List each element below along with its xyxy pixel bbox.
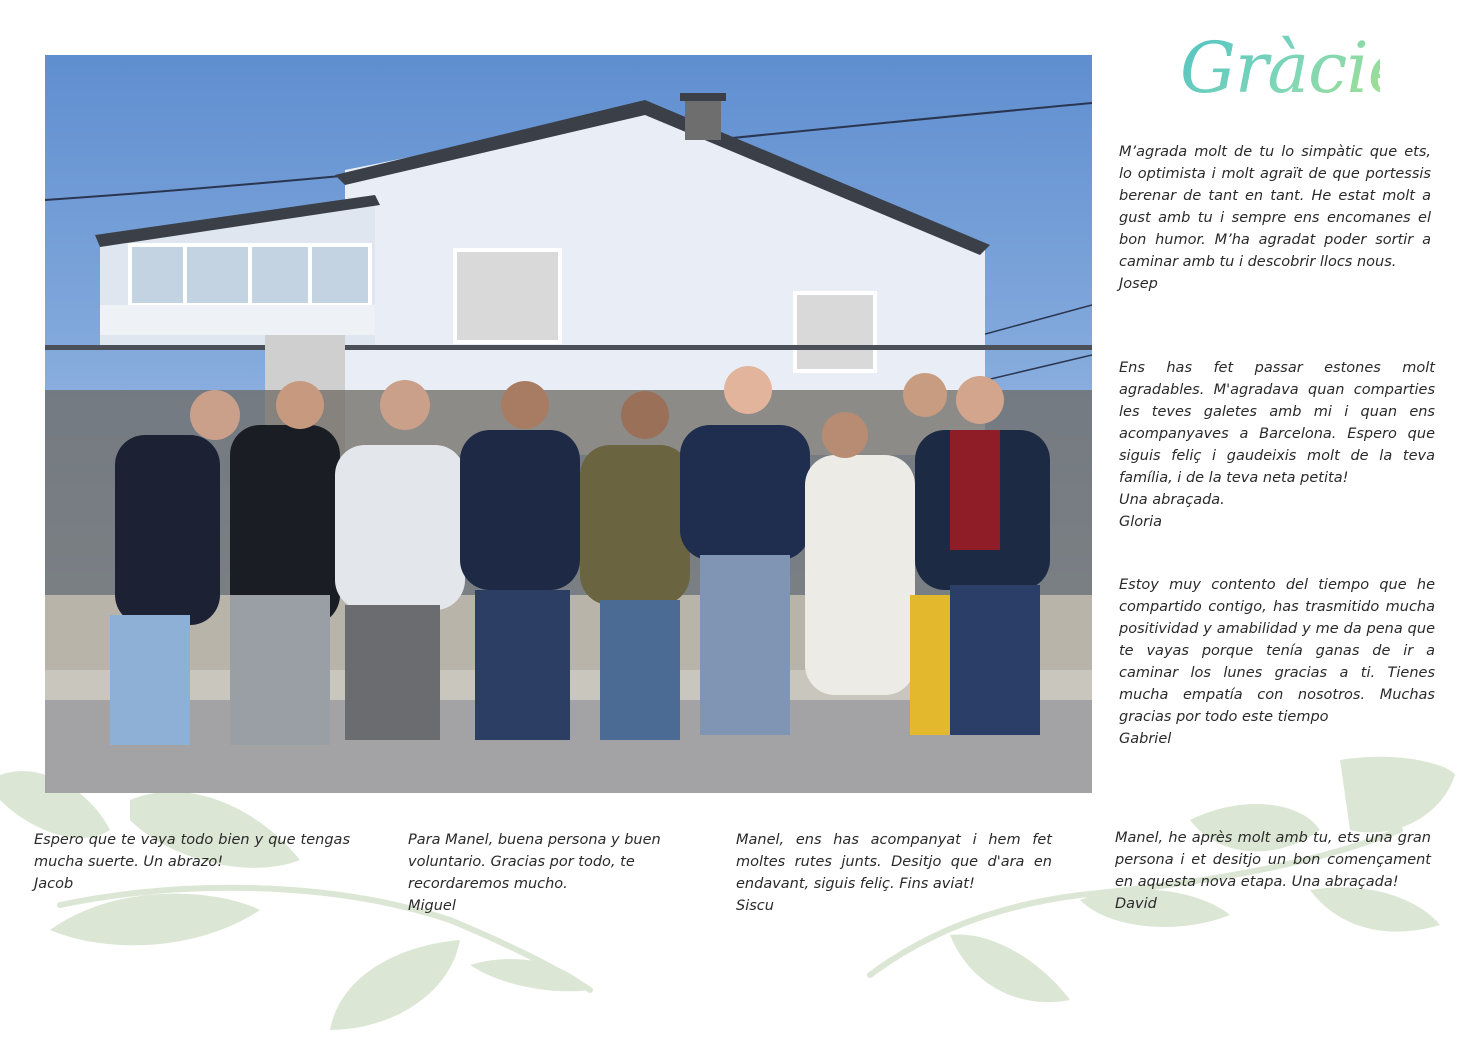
message-david (1115, 827, 1431, 915)
message-text: Ens has fet passar estones molt agradables. M'agradava quan comparties les teves galetes amb mi i quan ens acompanyaves a Barcelona. Espero que siguis feliç i gaudeixis molt de la teva família, i de la teva neta petita! (1119, 360, 1435, 486)
message-closing: Una abraçada. (1119, 492, 1225, 508)
message-text: Estoy muy contento del tiempo que he compartido contigo, has trasmitido mucha positividad y amabilidad y me da pena que te vayas porque tenía ganas de ir a caminar los lunes gracias a ti. Tienes mucha empatía con nosotros. Muchas gracias por todo este tiempo (1119, 577, 1435, 725)
message-text: Para Manel, buena persona y buen voluntario. Gracias por todo, te recordaremos mucho. (408, 832, 661, 892)
message-text: Espero que te vaya todo bien y que tengas mucha suerte. Un abrazo! (34, 832, 350, 870)
message-gloria (1119, 357, 1435, 533)
message-miguel (408, 829, 678, 917)
group-photo (45, 55, 1092, 793)
message-jacob (34, 829, 350, 895)
message-signature: Jacob (34, 876, 74, 892)
message-siscu (736, 829, 1052, 917)
message-signature: Josep (1119, 276, 1158, 292)
message-text: Manel, ens has acompanyat i hem fet moltes rutes junts. Desitjo que d'ara en endavant, siguis feliç. Fins aviat! (736, 832, 1052, 892)
message-josep (1119, 141, 1431, 295)
message-gabriel (1119, 574, 1435, 750)
message-text: Manel, he après molt amb tu, ets una gran persona i et desitjo un bon començament en aquesta nova etapa. Una abraçada! (1115, 830, 1431, 890)
message-signature: Siscu (736, 898, 774, 914)
message-signature: Gabriel (1119, 731, 1172, 747)
message-text: M’agrada molt de tu lo simpàtic que ets, lo optimista i molt agraït de que portessis berenar de tant en tant. He estat molt a gust amb tu i sempre ens encomanes el bon humor. M’ha agradat poder sortir a caminar amb tu i descobrir llocs nous. (1119, 144, 1431, 270)
page-title: Gràcies (1180, 18, 1380, 118)
message-signature: Miguel (408, 898, 456, 914)
message-signature: David (1115, 896, 1157, 912)
message-signature: Gloria (1119, 514, 1163, 530)
